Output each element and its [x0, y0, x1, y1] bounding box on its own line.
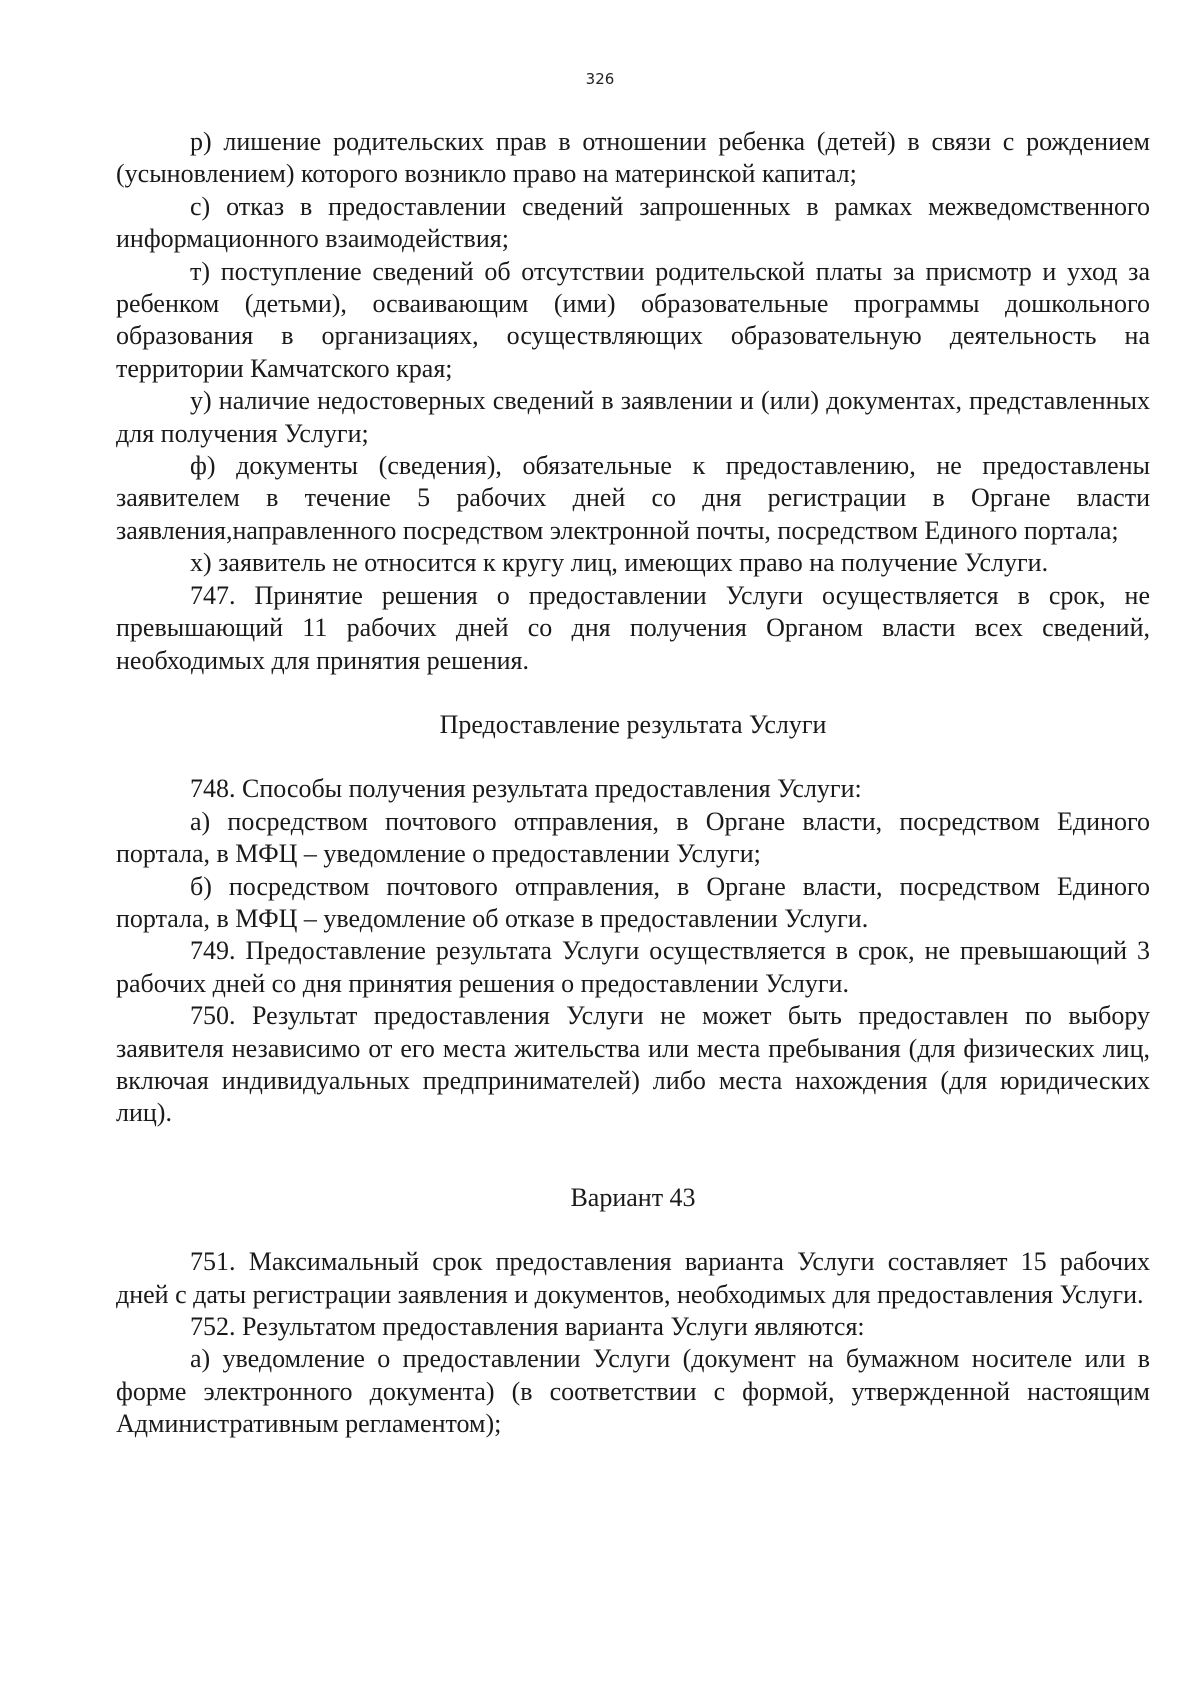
- paragraph-item-s: с) отказ в предоставлении сведений запрошенных в рамках межведомственного информационного взаимодействия;: [116, 191, 1150, 254]
- spacer: [116, 677, 1150, 709]
- section-heading-variant: Вариант 43: [570, 1182, 696, 1212]
- spacer: [116, 1130, 1150, 1182]
- paragraph-752-a: а) уведомление о предоставлении Услуги (документ на бумажном носителе или в форме электронного документа) (в соответствии с формой, утвержденной настоящим Административным регламентом);: [116, 1344, 1150, 1439]
- paragraph-748-b: б) посредством почтового отправления, в Органе власти, посредством Единого портала, в МФЦ – уведомление об отказе в предоставлении Услуги.: [116, 871, 1150, 933]
- paragraph-751: 751. Максимальный срок предоставления варианта Услуги составляет 15 рабочих дней с даты регистрации заявления и документов, необходимых для предоставления Услуги.: [116, 1247, 1150, 1309]
- document-body: [116, 126, 1150, 1441]
- section-heading-result: Предоставление результата Услуги: [439, 709, 827, 739]
- paragraph-item-u: у) наличие недостоверных сведений в заявлении и (или) документах, представленных для получения Услуги;: [116, 386, 1150, 448]
- page-number: 326: [585, 70, 615, 88]
- paragraph-747: 747. Принятие решения о предоставлении Услуги осуществляется в срок, не превышающий 11 рабочих дней со дня получения Органом власти всех сведений, необходимых для принятия решения.: [116, 580, 1150, 675]
- paragraph-item-f: ф) документы (сведения), обязательные к предоставлению, не предоставлены заявителем в течение 5 рабочих дней со дня регистрации в Органе власти заявления,направленного посредством электронной почты, посредством Единого портала;: [116, 451, 1150, 545]
- paragraph-752: 752. Результатом предоставления варианта Услуги являются:: [190, 1312, 865, 1341]
- paragraph-750: 750. Результат предоставления Услуги не может быть предоставлен по выбору заявителя независимо от его места жительства или места пребывания (для физических лиц, включая индивидуальных предпринимателей) либо места нахождения (для юридических лиц).: [116, 1001, 1150, 1128]
- spacer: [116, 1214, 1150, 1246]
- paragraph-item-t: т) поступление сведений об отсутствии родительской платы за присмотр и уход за ребенком (детьми), осваивающим (ими) образовательные программы дошкольного образования в организациях, осуществляющих образовательную деятельность на территории Камчатского края;: [116, 256, 1150, 383]
- spacer: [116, 741, 1150, 773]
- paragraph-item-r: р) лишение родительских прав в отношении ребенка (детей) в связи с рождением (усыновлением) которого возникло право на материнской капитал;: [116, 127, 1150, 189]
- paragraph-item-kh: х) заявитель не относится к кругу лиц, имеющих право на получение Услуги.: [190, 548, 1049, 578]
- paragraph-749: 749. Предоставление результата Услуги осуществляется в срок, не превышающий 3 рабочих дней со дня принятия решения о предоставлении Услуги.: [116, 936, 1150, 998]
- paragraph-748: 748. Способы получения результата предоставления Услуги:: [190, 774, 862, 804]
- paragraph-748-a: а) посредством почтового отправления, в Органе власти, посредством Единого портала, в МФЦ – уведомление о предоставлении Услуги;: [116, 806, 1150, 869]
